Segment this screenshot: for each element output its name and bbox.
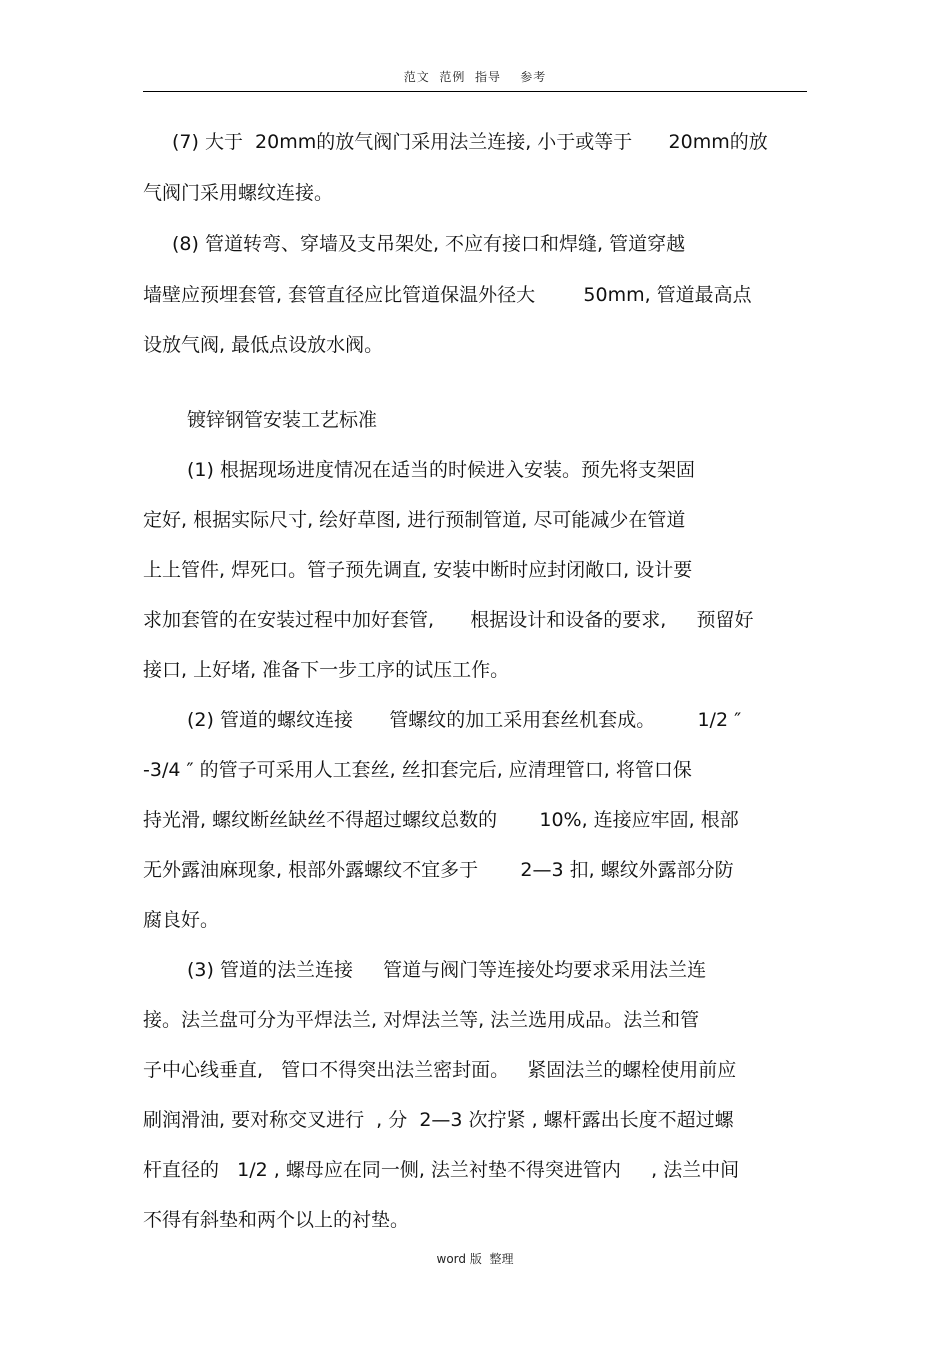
body-line: 持光滑, 螺纹断丝缺丝不得超过螺纹总数的 10%, 连接应牢固, 根部	[143, 809, 739, 831]
body-line: 无外露油麻现象, 根部外露螺纹不宜多于 2—3 扣, 螺纹外露部分防	[143, 859, 734, 881]
body-line: (8) 管道转弯、穿墙及支吊架处, 不应有接口和焊缝, 管道穿越	[172, 233, 686, 255]
body-line: 接口, 上好堵, 准备下一步工序的试压工作。	[143, 659, 510, 681]
body-line: (1) 根据现场进度情况在适当的时候进入安装。预先将支架固	[187, 459, 695, 481]
body-line: 接。法兰盘可分为平焊法兰, 对焊法兰等, 法兰选用成品。法兰和管	[143, 1009, 700, 1031]
body-line: 上上管件, 焊死口。管子预先调直, 安装中断时应封闭敞口, 设计要	[143, 559, 693, 581]
body-line: 刷润滑油, 要对称交叉进行 , 分 2—3 次拧紧 , 螺杆露出长度不超过螺	[143, 1109, 734, 1131]
body-line: 定好, 根据实际尺寸, 绘好草图, 进行预制管道, 尽可能减少在管道	[143, 509, 686, 531]
body-line: (2) 管道的螺纹连接 管螺纹的加工采用套丝机套成。 1/2 ″	[187, 709, 742, 731]
body-line: 气阀门采用螺纹连接。	[143, 182, 334, 204]
header-rule	[143, 91, 807, 92]
page-header: 范文 范例 指导 参考	[403, 70, 547, 84]
section-heading: 镀锌钢管安装工艺标准	[187, 409, 378, 431]
body-line: (3) 管道的法兰连接 管道与阀门等连接处均要求采用法兰连	[187, 959, 707, 981]
body-line: (7) 大于 20mm的放气阀门采用法兰连接, 小于或等于 20mm的放	[172, 131, 768, 153]
body-line: 求加套管的在安装过程中加好套管, 根据设计和设备的要求, 预留好	[143, 609, 754, 631]
body-line: 杆直径的 1/2 , 螺母应在同一侧, 法兰衬垫不得突进管内 , 法兰中间	[143, 1159, 740, 1181]
body-line: 墙壁应预埋套管, 套管直径应比管道保温外径大 50mm, 管道最高点	[143, 284, 752, 306]
body-line: 腐良好。	[143, 909, 220, 931]
body-line: -3/4 ″ 的管子可采用人工套丝, 丝扣套完后, 应清理管口, 将管口保	[143, 759, 692, 781]
body-line: 设放气阀, 最低点设放水阀。	[143, 334, 384, 356]
page-footer: word 版 整理	[436, 1252, 514, 1266]
body-line: 子中心线垂直, 管口不得突出法兰密封面。 紧固法兰的螺栓使用前应	[143, 1059, 737, 1081]
body-line: 不得有斜垫和两个以上的衬垫。	[143, 1209, 410, 1231]
